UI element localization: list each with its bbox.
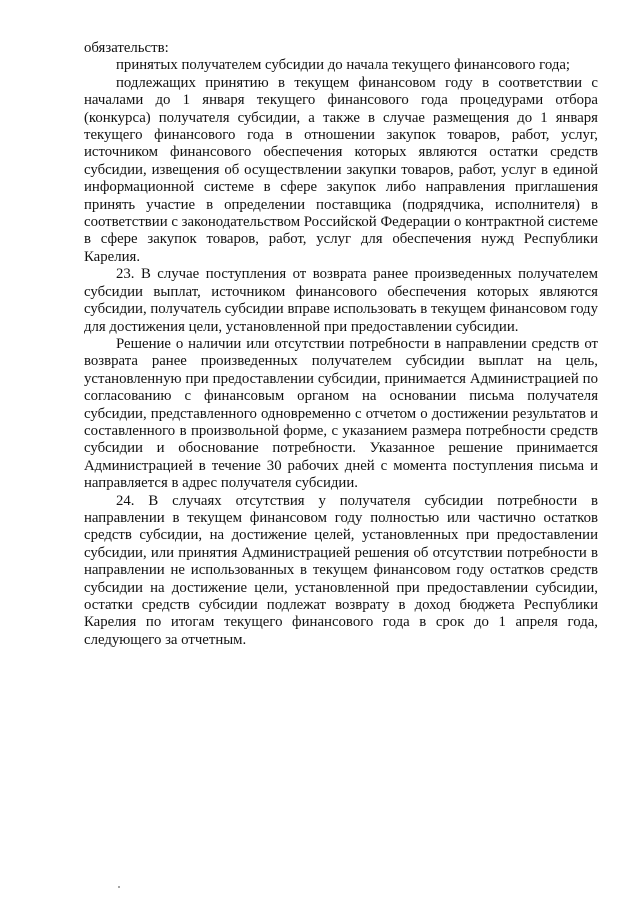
paragraph-obligations-to-accept: подлежащих принятию в текущем финансовом году в соответствии с началами до 1 января текущего финансового года процедурами отбора (конкурса) получателя субсидии, а также в случае размещения до 1 января текущего финансового года в отношении закупок товаров, работ, услуг, источником финансового обеспечения которых являются остатки средств субсидии, извещения об осуществлении закупки товаров, работ, услуг в единой информационной системе в сфере закупок либо направления приглашения принять участие в определении поставщика (подрядчика, исполнителя) в соответствии с законодательством Российской Федерации о контрактной системе в сфере закупок товаров, работ, услуг для обеспечения нужд Республики Карелия. — [84, 74, 598, 265]
paragraph-clause-24: 24. В случаях отсутствия у получателя субсидии потребности в направлении в текущем финансовом году полностью или частично остатков средств субсидии, на достижение целей, установленных при предоставлении субсидии, или принятия Администрацией решения об отсутствии потребности в направлении не использованных в текущем финансовом году остатков средств субсидии на достижение цели, установленной при предоставлении субсидии, остатки средств субсидии подлежат возврату в доход бюджета Республики Карелия по итогам текущего финансового года в срок до 1 апреля года, следующего за отчетным. — [84, 492, 598, 648]
paragraph-clause-23: 23. В случае поступления от возврата ранее произведенных получателем субсидии выплат, источником финансового обеспечения которых являются субсидии, получатель субсидии вправе использовать в текущем финансовом году для достижения цели, установленной при предоставлении субсидии. — [84, 266, 598, 335]
paragraph-decision-on-need: Решение о наличии или отсутствии потребности в направлении средств от возврата ранее произведенных получателем субсидии выплат на цель, установленную при предоставлении субсидии, принимается Администрацией по согласованию с финансовым органом на основании письма получателя субсидии, представленного одновременно с отчетом о достижении результатов и составленного в произвольной форме, с указанием размера потребности средств субсидии и обоснование потребности. Указанное решение принимается Администрацией в течение 30 рабочих дней с момента поступления письма и направляется в адрес получателя субсидии. — [84, 335, 598, 492]
document-body — [84, 40, 598, 649]
paragraph-obligations-heading: обязательств: — [84, 40, 169, 56]
paragraph-accepted-obligations: принятых получателем субсидии до начала текущего финансового года; — [116, 57, 571, 74]
scan-speck — [118, 886, 120, 888]
